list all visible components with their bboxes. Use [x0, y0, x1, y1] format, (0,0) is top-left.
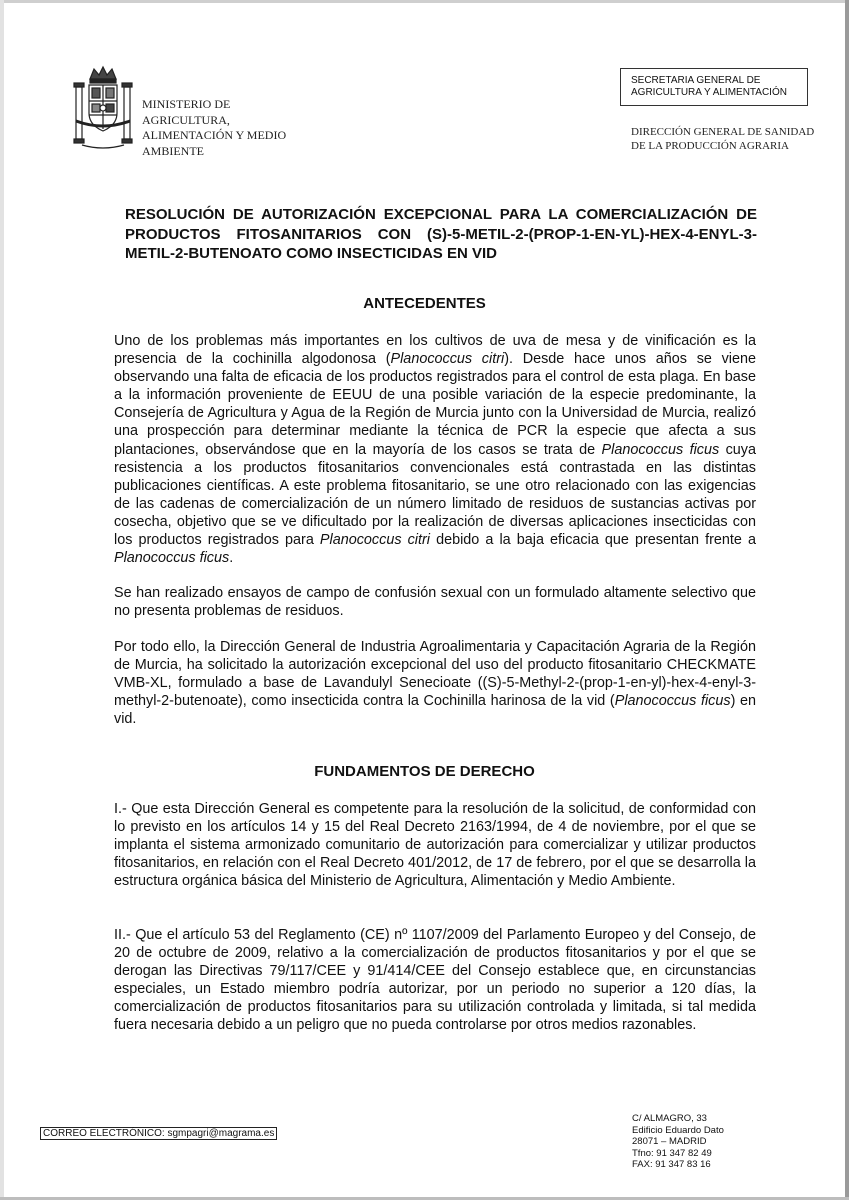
footer-address	[632, 1113, 724, 1171]
section-heading-antecedentes: ANTECEDENTES	[363, 295, 486, 312]
secretariat-box	[620, 68, 808, 106]
ministry-line: ALIMENTACIÓN Y MEDIO	[142, 128, 287, 142]
secretariat-line: SECRETARIA GENERAL DE	[631, 75, 761, 86]
directorate-line: DE LA PRODUCCIÓN AGRARIA	[631, 139, 789, 152]
species-name: Planococcus citri	[390, 351, 505, 368]
text-run: Por todo ello, la Dirección General de Industria Agroalimentaria y Capacitación Agraria de la Región de Murcia, ha solicitado la autorización excepcional del uso del producto fitosanitario CHECKMATE VMB-XL, formulado a base de Lavandulyl Senecioate ((S)-5-Methyl-2-(prop-1-en-yl)-hex-4-enyl-3-methyl-2-butenoate), como insecticida contra la Cochinilla harinosa de la vid (	[114, 639, 756, 710]
coat-of-arms-logo	[72, 65, 134, 153]
directorate-name	[631, 126, 814, 153]
document-title: RESOLUCIÓN DE AUTORIZACIÓN EXCEPCIONAL PARA LA COMERCIALIZACIÓN DE PRODUCTOS FITOSANITARIOS CON (S)-5-METIL-2-(PROP-1-EN-YL)-HEX-4-ENYL-3-METIL-2-BUTENOATO COMO INSECTICIDAS EN VID	[125, 206, 757, 262]
text-run: ). Desde hace unos años se viene observando una falta de eficacia de los productos registrados para el control de esta plaga. En base a la información proveniente de EEUU de una posible variación de la especie predominante, la Consejería de Agricultura y Agua de la Región de Murcia junto con la Universidad de Murcia, realizó una prospección para determinar mediante la técnica de PCR la especie que afecta a sus plantaciones, observándose que en la mayoría de los casos se trata de	[114, 351, 757, 458]
secretariat-line: AGRICULTURA Y ALIMENTACIÓN	[631, 87, 787, 98]
species-name: Planococcus citri	[319, 532, 430, 549]
species-name: Planococcus ficus	[114, 550, 230, 567]
text-run: cuya resistencia a los productos fitosanitarios convencionales está contrastada en las distintas publicaciones científicas. A este problema fitosanitario, se une otro relacionado con las exigencias de las cadenas de comercialización de un número limitado de residuos de sustancias activas por cosecha, objetivo que se ve dificultado por la realización de diversas aplicaciones insecticidas con los productos registrados para	[114, 441, 756, 549]
paragraph-antecedentes-3	[114, 638, 756, 728]
text-run: ) en vid.	[114, 693, 756, 728]
address-line: Edificio Eduardo Dato	[632, 1124, 724, 1136]
section-heading-fundamentos: FUNDAMENTOS DE DERECHO	[314, 763, 535, 780]
paragraph-antecedentes-1	[114, 332, 756, 567]
page-border-left	[0, 0, 4, 1200]
footer-email: CORREO ELECTRÓNICO: sgmpagri@magrama.es	[40, 1127, 277, 1140]
text-run: debido a la baja eficacia que presentan frente a	[429, 532, 756, 549]
ministry-line: AMBIENTE	[142, 143, 204, 158]
ministry-line: AGRICULTURA,	[142, 112, 230, 127]
address-line: C/ ALMAGRO, 33	[632, 1113, 707, 1124]
paragraph-fundamento-1: I.- Que esta Dirección General es competente para la resolución de la solicitud, de conformidad con lo previsto en los artículos 14 y 15 del Real Decreto 2163/1994, de 4 de noviembre, por el que se implanta el sistema armonizado comunitario de autorización para comercializar y utilizar productos fitosanitarios, en relación con el Real Decreto 401/2012, de 17 de febrero, por el que se desarrolla la estructura orgánica básica del Ministerio de Agricultura, Alimentación y Medio Ambiente.	[114, 801, 756, 890]
address-line: FAX: 91 347 83 16	[632, 1159, 711, 1170]
paragraph-antecedentes-2: Se han realizado ensayos de campo de confusión sexual con un formulado altamente selectivo que no presenta problemas de residuos.	[114, 585, 756, 620]
address-line: 28071 – MADRID	[632, 1136, 707, 1147]
page-border-right	[845, 0, 849, 1200]
directorate-line: DIRECCIÓN GENERAL DE SANIDAD	[631, 126, 815, 138]
ministry-line: MINISTERIO DE	[142, 97, 231, 111]
page-border-top	[0, 0, 849, 3]
text-run: Uno de los problemas más importantes en los cultivos de uva de mesa y de vinificación es la presencia de la cochinilla algodonosa (	[114, 333, 756, 368]
address-line: Tfno: 91 347 82 49	[632, 1147, 712, 1159]
text-run: .	[229, 550, 234, 567]
ministry-name	[142, 97, 286, 159]
species-name: Planococcus ficus	[601, 441, 720, 458]
paragraph-fundamento-2: II.- Que el artículo 53 del Reglamento (CE) nº 1107/2009 del Parlamento Europeo y del Consejo, de 20 de octubre de 2009, relativo a la comercialización de productos fitosanitarios y por el que se derogan las Directivas 79/117/CEE y 91/414/CEE del Consejo establece que, en circunstancias especiales, un Estado miembro podría autorizar, por un periodo no superior a 120 días, la comercialización de productos fitosanitarios para su utilización controlada y limitada, si tal medida fuera necesaria debido a un peligro que no pueda controlarse por otros medios razonables.	[114, 927, 756, 1034]
species-name: Planococcus ficus	[614, 693, 731, 710]
